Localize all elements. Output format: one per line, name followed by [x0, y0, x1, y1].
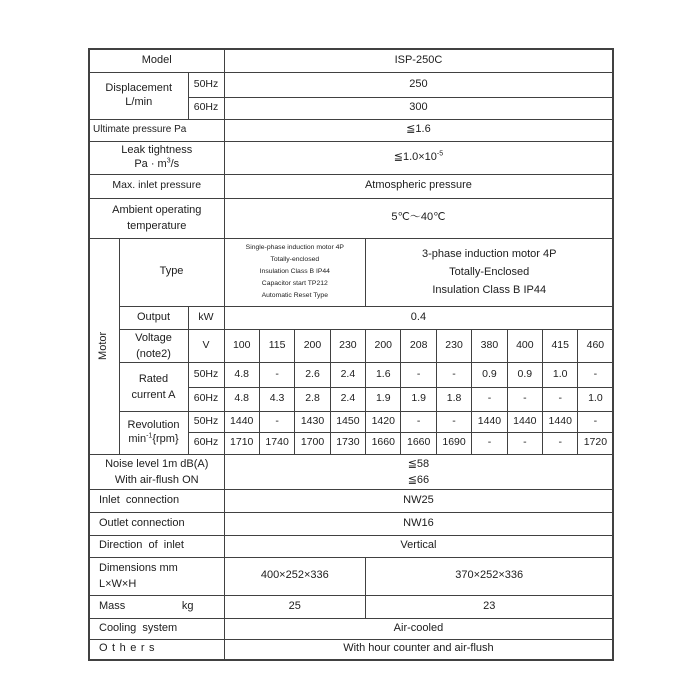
ultimate-pressure-value: ≦1.6 — [224, 119, 613, 141]
rated-current-cell: 1.9 — [366, 387, 401, 411]
rated-current-label: Rated current A — [119, 362, 188, 411]
leak-tightness-value: $≦1.0\times 10^{-5}$ — [224, 141, 613, 174]
ambient-temperature-value: 5℃～40℃ — [224, 198, 613, 238]
revolution-cell: 1710 — [224, 432, 259, 454]
rated-current-cell: 2.8 — [295, 387, 330, 411]
rated-current-cell: - — [543, 387, 578, 411]
rated-current-cell: 4.8 — [224, 387, 259, 411]
row-inlet-direction — [89, 535, 613, 557]
revolution-label: Revolution $\min^{-1}\{rpm\}$ — [119, 411, 188, 454]
row-others — [89, 639, 613, 660]
revolution-cell: - — [543, 432, 578, 454]
motor-type-label: Type — [119, 238, 224, 306]
rated-current-cell: - — [436, 362, 471, 387]
voltage-value-cell: 230 — [330, 329, 365, 362]
others-value: With hour counter and air-flush — [224, 639, 613, 660]
displacement-60hz-value: 300 — [224, 97, 613, 119]
row-ambient-temperature — [89, 198, 613, 238]
row-max-inlet-pressure — [89, 174, 613, 198]
displacement-50hz-value: 250 — [224, 72, 613, 97]
max-inlet-pressure-value: Atmospheric pressure — [224, 174, 613, 198]
noise-level-label: Noise level 1m dB(A) With air-flush ON — [89, 454, 224, 489]
mass-label: Mass kg — [89, 595, 224, 618]
inlet-direction-label: Direction of inlet — [89, 535, 224, 557]
displacement-60hz-label: 60Hz — [188, 97, 224, 119]
rated-current-cell: 1.6 — [366, 362, 401, 387]
rated-current-cell: 4.3 — [259, 387, 294, 411]
dimensions-single-phase-value: 400×252×336 — [224, 557, 366, 595]
voltage-value-cell: 200 — [366, 329, 401, 362]
others-label: Others — [89, 639, 224, 660]
rated-current-cell: - — [472, 387, 507, 411]
rated-current-cell: 0.9 — [507, 362, 542, 387]
revolution-cell: 1440 — [507, 411, 542, 432]
rated-current-cell: - — [401, 362, 436, 387]
displacement-label: Displacement L/min — [89, 72, 188, 119]
revolution-cell: - — [436, 411, 471, 432]
revolution-cell: 1420 — [366, 411, 401, 432]
row-noise-level — [89, 454, 613, 489]
voltage-value-cell: 208 — [401, 329, 436, 362]
voltage-value-cell: 415 — [543, 329, 578, 362]
displacement-50hz-label: 50Hz — [188, 72, 224, 97]
spec-sheet — [88, 48, 614, 661]
row-displacement-50hz — [89, 72, 613, 97]
voltage-value-cell: 380 — [472, 329, 507, 362]
row-rated-current-50hz — [89, 362, 613, 387]
row-motor-voltage — [89, 329, 613, 362]
row-dimensions — [89, 557, 613, 595]
rated-current-cell: 1.0 — [578, 387, 613, 411]
revolution-60hz-label: 60Hz — [188, 432, 224, 454]
rated-current-cell: 2.6 — [295, 362, 330, 387]
revolution-cell: - — [578, 411, 613, 432]
voltage-value-cell: 400 — [507, 329, 542, 362]
revolution-cell: - — [507, 432, 542, 454]
rated-current-cell: 1.0 — [543, 362, 578, 387]
row-cooling-system — [89, 618, 613, 639]
inlet-connection-value: NW25 — [224, 489, 613, 512]
revolution-cell: 1700 — [295, 432, 330, 454]
row-ultimate-pressure — [89, 119, 613, 141]
revolution-cell: - — [472, 432, 507, 454]
rated-current-cell: 2.4 — [330, 387, 365, 411]
revolution-cell: 1720 — [578, 432, 613, 454]
mass-three-phase-value: 23 — [366, 595, 614, 618]
inlet-connection-label: Inlet connection — [89, 489, 224, 512]
revolution-cell: 1440 — [543, 411, 578, 432]
row-motor-output — [89, 306, 613, 329]
voltage-value-cell: 115 — [259, 329, 294, 362]
mass-single-phase-value: 25 — [224, 595, 366, 618]
rated-current-cell: 2.4 — [330, 362, 365, 387]
rated-current-cell: 1.8 — [436, 387, 471, 411]
dimensions-three-phase-value: 370×252×336 — [366, 557, 614, 595]
row-inlet-connection — [89, 489, 613, 512]
leak-tightness-label: Leak tightness $Pa \cdot m^3/s$ — [89, 141, 224, 174]
cooling-system-value: Air-cooled — [224, 618, 613, 639]
motor-voltage-unit: V — [188, 329, 224, 362]
revolution-cell: 1740 — [259, 432, 294, 454]
rated-current-cell: 4.8 — [224, 362, 259, 387]
dimensions-label: Dimensions mm L×W×H — [89, 557, 224, 595]
rated-current-50hz-label: 50Hz — [188, 362, 224, 387]
rated-current-cell: - — [507, 387, 542, 411]
motor-output-label: Output — [119, 306, 188, 329]
revolution-cell: 1730 — [330, 432, 365, 454]
revolution-cell: - — [259, 411, 294, 432]
motor-voltage-label: Voltage (note2) — [119, 329, 188, 362]
outlet-connection-value: NW16 — [224, 512, 613, 535]
ultimate-pressure-label: Ultimate pressure Pa — [89, 119, 224, 141]
revolution-cell: 1440 — [472, 411, 507, 432]
max-inlet-pressure-label: Max. inlet pressure — [89, 174, 224, 198]
mass-unit: kg — [181, 599, 194, 612]
row-mass — [89, 595, 613, 618]
revolution-cell: 1660 — [366, 432, 401, 454]
row-leak-tightness — [89, 141, 613, 174]
row-revolution-50hz — [89, 411, 613, 432]
spec-table — [88, 48, 614, 661]
motor-output-unit: kW — [188, 306, 224, 329]
rated-current-cell: - — [578, 362, 613, 387]
motor-section-label: Motor — [89, 238, 119, 454]
revolution-cell: - — [401, 411, 436, 432]
rated-current-60hz-label: 60Hz — [188, 387, 224, 411]
motor-type-single-phase: Single-phase induction motor 4P Totally-enclosed Insulation Class B IP44 Capacitor start TP212 Automatic Reset Type — [224, 238, 366, 306]
revolution-cell: 1450 — [330, 411, 365, 432]
row-motor-type — [89, 238, 613, 306]
revolution-cell: 1660 — [401, 432, 436, 454]
voltage-value-cell: 100 — [224, 329, 259, 362]
revolution-cell: 1690 — [436, 432, 471, 454]
inlet-direction-value: Vertical — [224, 535, 613, 557]
voltage-value-cell: 230 — [436, 329, 471, 362]
model-label: Model — [89, 49, 224, 72]
voltage-value-cell: 460 — [578, 329, 613, 362]
cooling-system-label: Cooling system — [89, 618, 224, 639]
voltage-value-cell: 200 — [295, 329, 330, 362]
rated-current-cell: 1.9 — [401, 387, 436, 411]
ambient-temperature-label: Ambient operating temperature — [89, 198, 224, 238]
rated-current-cell: - — [259, 362, 294, 387]
model-value: ISP-250C — [224, 49, 613, 72]
motor-output-value: 0.4 — [224, 306, 613, 329]
outlet-connection-label: Outlet connection — [89, 512, 224, 535]
revolution-cell: 1440 — [224, 411, 259, 432]
motor-type-three-phase: 3-phase induction motor 4P Totally-Enclosed Insulation Class B IP44 — [366, 238, 614, 306]
revolution-cell: 1430 — [295, 411, 330, 432]
revolution-50hz-label: 50Hz — [188, 411, 224, 432]
rated-current-cell: 0.9 — [472, 362, 507, 387]
noise-level-value: ≦58 ≦66 — [224, 454, 613, 489]
row-model — [89, 49, 613, 72]
row-outlet-connection — [89, 512, 613, 535]
